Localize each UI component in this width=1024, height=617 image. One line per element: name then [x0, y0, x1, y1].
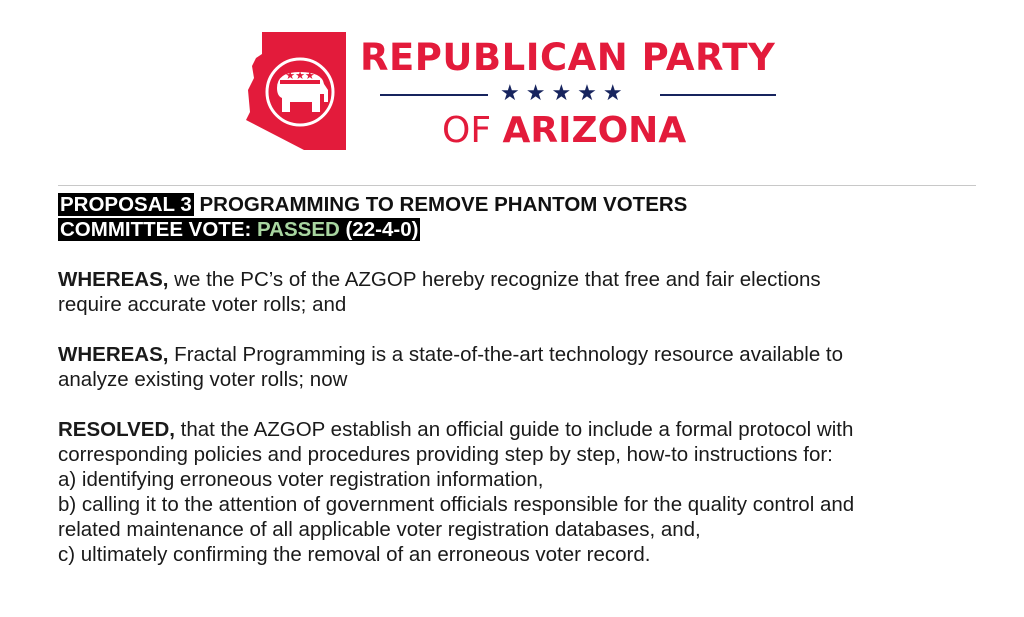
resolved-item-b-line2: related maintenance of all applicable voter registration databases, and,	[58, 518, 701, 541]
whereas1-lead: WHEREAS,	[58, 268, 169, 291]
resolved-paragraph	[58, 417, 988, 567]
resolved-text1: that the AZGOP establish an official guide to include a formal protocol with	[174, 418, 854, 441]
whereas-paragraph-1	[58, 267, 988, 317]
committee-vote-highlight	[58, 218, 420, 241]
header-divider	[58, 185, 976, 186]
resolved-item-a: a) identifying erroneous voter registration information,	[58, 468, 544, 491]
logo-title-of-arizona	[442, 110, 686, 151]
vote-result: PASSED	[257, 218, 340, 241]
resolved-item-b-line1: b) calling it to the attention of government officials responsible for the quality control and	[58, 493, 855, 516]
whereas2-text1: Fractal Programming is a state-of-the-art technology resource available to	[168, 343, 844, 366]
stars-icon: ★★★★★	[500, 81, 629, 106]
proposal-label: PROPOSAL 3	[60, 193, 192, 216]
resolved-line1	[58, 417, 988, 442]
whereas2-lead: WHEREAS,	[58, 343, 169, 366]
proposal-title-line	[58, 192, 988, 217]
whereas-paragraph-2	[58, 342, 988, 392]
whereas2-line2: analyze existing voter rolls; now	[58, 368, 348, 391]
resolved-lead: RESOLVED,	[58, 418, 175, 441]
whereas1-line2: require accurate voter rolls; and	[58, 293, 347, 316]
whereas2-line1	[58, 342, 988, 367]
whereas1-text1: we the PC’s of the AZGOP hereby recognize that free and fair elections	[168, 268, 821, 291]
logo-stars-rule	[380, 83, 776, 107]
arizona-elephant-emblem-icon	[244, 28, 348, 154]
resolved-line2: corresponding policies and procedures providing step by step, how-to instructions for:	[58, 443, 833, 466]
logo-of: OF	[442, 110, 492, 151]
proposal-title: PROGRAMMING TO REMOVE PHANTOM VOTERS	[199, 193, 688, 216]
logo-arizona: ARIZONA	[502, 110, 687, 151]
committee-vote-line	[58, 217, 988, 242]
vote-count: (22-4-0)	[345, 218, 419, 241]
logo-title-republican-party: REPUBLICAN PARTY	[360, 36, 776, 79]
vote-label: COMMITTEE VOTE:	[60, 218, 252, 241]
svg-text:★★★: ★★★	[285, 69, 315, 82]
whereas1-line1	[58, 267, 988, 292]
resolved-item-c: c) ultimately confirming the removal of an erroneous voter record.	[58, 543, 651, 566]
logo-rule-left	[380, 94, 488, 96]
logo-rule-right	[660, 94, 776, 96]
party-logo	[244, 28, 804, 158]
document-body	[58, 192, 988, 567]
